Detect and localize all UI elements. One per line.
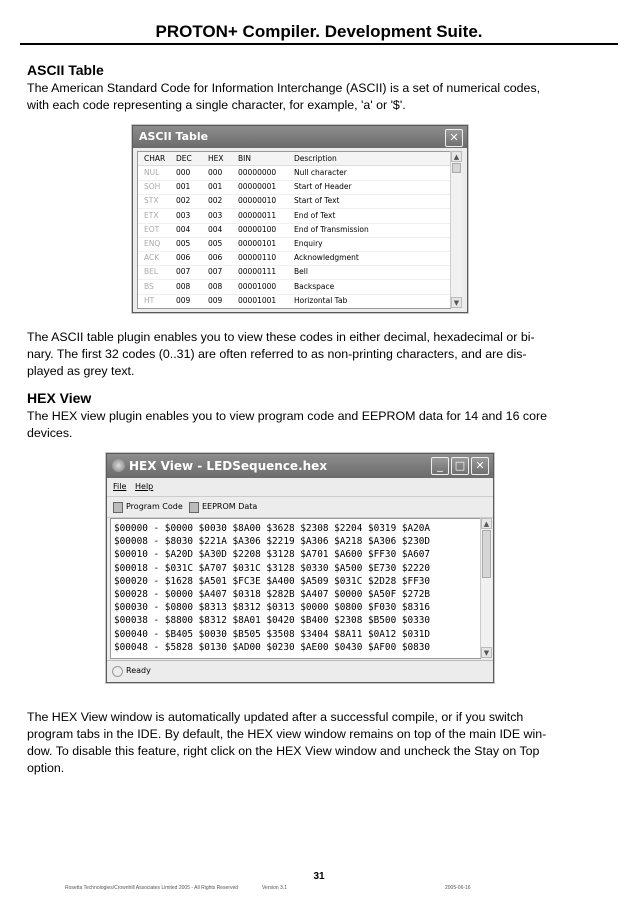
status-text: Ready — [126, 666, 151, 675]
ascii-cell-description: End of Text — [294, 210, 336, 220]
ascii-window-titlebar — [133, 126, 467, 148]
hex-line: $00000 - $0000 $0030 $8A00 $3628 $2308 $2204 $0319 $A20A — [114, 523, 431, 534]
ascii-cell-description: Enquiry — [294, 239, 323, 248]
ascii-cell-hex: 002 — [208, 196, 223, 206]
ascii-cell-char: STX — [144, 196, 159, 206]
ascii-cell-bin: 00001001 — [238, 295, 277, 305]
ascii-table-grid — [137, 151, 451, 309]
hex-vertical-scrollbar[interactable] — [480, 518, 492, 658]
ascii-cell-hex: 009 — [208, 295, 223, 305]
ascii-column-header — [138, 152, 450, 166]
ascii-cell-char: BS — [144, 281, 154, 291]
ascii-cell-bin: 00000010 — [238, 196, 277, 206]
ascii-window-title: ASCII Table — [139, 130, 209, 143]
hex-outro-line-4: option. — [27, 761, 65, 775]
column-header-bin[interactable]: BIN — [238, 154, 251, 163]
ascii-row[interactable] — [138, 194, 450, 209]
menu-file[interactable]: File — [113, 482, 127, 491]
hex-view-window — [106, 453, 494, 683]
minimize-icon[interactable]: _ — [431, 457, 449, 475]
hex-outro-line-2: program tabs in the IDE. By default, the HEX view window remains on top of the main IDE win- — [27, 727, 547, 741]
scroll-up-icon[interactable]: ▲ — [481, 518, 492, 529]
ascii-intro-line-1: The American Standard Code for Information Interchange (ASCII) is a set of numerical codes, — [27, 81, 541, 95]
hex-toolbar — [107, 496, 493, 518]
program-code-button[interactable]: Program Code — [126, 502, 183, 511]
ascii-cell-dec: 005 — [176, 239, 191, 248]
hex-line: $00030 - $0800 $8313 $8312 $0313 $0000 $0800 $F030 $8316 — [114, 602, 431, 614]
ascii-table-window — [132, 125, 468, 313]
hex-line: $00038 - $8800 $8312 $8A01 $0420 $B400 $2308 $B500 $0330 — [114, 615, 431, 627]
column-header-dec[interactable]: DEC — [176, 154, 192, 163]
ascii-cell-char: NUL — [144, 168, 160, 177]
ascii-cell-dec: 001 — [176, 182, 191, 192]
ascii-cell-hex: 000 — [208, 168, 223, 177]
section-heading-hex: HEX View — [27, 390, 92, 406]
column-header-description[interactable]: Description — [294, 154, 337, 163]
ascii-cell-bin: 00000100 — [238, 224, 277, 234]
footer-copyright: Rosetta Technologies/Crownhill Associates Limited 2005 - All Rights Reserved — [65, 885, 239, 891]
ascii-row[interactable] — [138, 251, 450, 266]
ascii-row[interactable] — [138, 223, 450, 238]
ascii-cell-char: ENQ — [144, 239, 161, 248]
ascii-cell-hex: 006 — [208, 253, 223, 263]
ascii-cell-char: BEL — [144, 267, 159, 277]
hex-line: $00010 - $A20D $A30D $2208 $3128 $A701 $A600 $FF30 $A607 — [114, 549, 431, 561]
ascii-cell-dec: 007 — [176, 267, 191, 277]
eeprom-data-button[interactable]: EEPROM Data — [202, 502, 258, 511]
hex-window-title: HEX View - LEDSequence.hex — [129, 459, 328, 473]
hex-line: $00040 - $B405 $0030 $B505 $3508 $3404 $8A11 $0A12 $031D — [114, 628, 431, 640]
close-icon[interactable]: ✕ — [445, 129, 463, 147]
ascii-cell-char: SOH — [144, 182, 161, 192]
hex-status-bar — [107, 660, 493, 681]
ascii-row[interactable] — [138, 265, 450, 280]
scroll-down-icon[interactable]: ▼ — [481, 647, 492, 658]
ascii-cell-dec: 002 — [176, 196, 191, 206]
ascii-cell-hex: 001 — [208, 182, 223, 192]
column-header-char[interactable]: CHAR — [144, 154, 166, 163]
ascii-row[interactable] — [138, 180, 450, 195]
ascii-cell-bin: 00000001 — [238, 182, 277, 192]
maximize-icon[interactable]: □ — [451, 457, 469, 475]
hex-dump-area[interactable] — [110, 518, 481, 659]
ascii-cell-bin: 00000011 — [238, 210, 277, 220]
ascii-cell-char: ETX — [144, 210, 159, 220]
ascii-cell-dec: 008 — [176, 281, 191, 291]
ascii-cell-bin: 00001000 — [238, 281, 277, 291]
ascii-row[interactable] — [138, 166, 450, 181]
ascii-cell-description: Horizontal Tab — [294, 295, 348, 305]
ascii-cell-char: EOT — [144, 224, 160, 234]
ascii-cell-description: End of Transmission — [294, 224, 369, 234]
ascii-cell-hex: 007 — [208, 267, 223, 277]
ascii-cell-description: Backspace — [294, 281, 335, 291]
menu-help[interactable]: Help — [135, 482, 154, 491]
ascii-cell-hex: 004 — [208, 224, 223, 234]
hex-menubar — [107, 478, 493, 495]
ascii-cell-dec: 004 — [176, 224, 191, 234]
hex-line: $00020 - $1628 $A501 $FC3E $A400 $A509 $031C $2D28 $FF30 — [114, 575, 431, 587]
scroll-thumb[interactable] — [452, 163, 461, 173]
ascii-cell-hex: 008 — [208, 281, 223, 291]
section-heading-ascii: ASCII Table — [27, 62, 104, 78]
ascii-cell-bin: 00000111 — [238, 267, 277, 277]
footer-date: 2005-06-16 — [445, 885, 471, 891]
ascii-cell-hex: 003 — [208, 210, 223, 220]
ascii-cell-dec: 006 — [176, 253, 191, 263]
ascii-row[interactable] — [138, 280, 450, 295]
ascii-cell-bin: 00000110 — [238, 253, 277, 263]
ascii-cell-dec: 009 — [176, 295, 191, 305]
ascii-cell-bin: 00000101 — [238, 239, 277, 248]
ascii-row[interactable] — [138, 237, 450, 252]
ascii-cell-bin: 00000000 — [238, 168, 277, 177]
hex-line: $00008 - $8030 $221A $A306 $2219 $A306 $A218 $A306 $230D — [114, 536, 431, 548]
ascii-cell-description: Bell — [294, 267, 308, 277]
ascii-cell-dec: 000 — [176, 168, 191, 177]
page-number: 31 — [313, 871, 325, 882]
column-header-hex[interactable]: HEX — [208, 154, 224, 163]
hex-intro-line-1: The HEX view plugin enables you to view program code and EEPROM data for 14 and 16 core — [27, 409, 548, 423]
hex-line: $00028 - $0000 $A407 $0318 $282B $A407 $0000 $A50F $272B — [114, 589, 431, 600]
ascii-cell-char: HT — [144, 295, 155, 305]
ascii-vertical-scrollbar[interactable] — [450, 151, 462, 308]
ascii-outro-line-3: played as grey text. — [27, 364, 135, 378]
hex-outro-line-1: The HEX View window is automatically updated after a successful compile, or if you switch — [27, 710, 524, 724]
hex-intro-line-2: devices. — [27, 426, 73, 440]
ascii-cell-description: Start of Header — [294, 182, 352, 192]
eeprom-icon — [189, 502, 199, 513]
ascii-cell-description: Acknowledgment — [294, 253, 359, 263]
status-icon — [112, 666, 123, 677]
ascii-row[interactable] — [138, 209, 450, 224]
close-icon[interactable]: ✕ — [471, 457, 489, 475]
footer-version: Version 3.1 — [262, 885, 288, 891]
hex-outro-line-3: dow. To disable this feature, right click on the HEX View window and uncheck the Stay on Top — [27, 744, 540, 758]
ascii-row[interactable] — [138, 294, 450, 309]
page-title: PROTON+ Compiler. Development Suite. — [155, 22, 483, 41]
document-icon — [113, 502, 123, 513]
ascii-cell-description: Start of Text — [294, 196, 340, 206]
ascii-outro-line-2: nary. The first 32 codes (0..31) are often referred to as non-printing characters, and are dis- — [27, 347, 527, 361]
ascii-cell-hex: 005 — [208, 239, 223, 248]
ascii-cell-description: Null character — [294, 168, 347, 177]
header-divider — [20, 43, 618, 45]
ascii-cell-dec: 003 — [176, 210, 191, 220]
scroll-thumb[interactable] — [482, 530, 491, 578]
hex-line: $00048 - $5828 $0130 $AD00 $0230 $AE00 $0430 $AF00 $0830 — [114, 641, 431, 653]
scroll-down-icon[interactable]: ▼ — [451, 297, 462, 308]
app-icon — [112, 459, 125, 472]
scroll-up-icon[interactable]: ▲ — [451, 151, 462, 162]
hex-line: $00018 - $031C $A707 $031C $3128 $0330 $A500 $E730 $2220 — [114, 562, 431, 574]
ascii-intro-line-2: with each code representing a single character, for example, 'a' or '$'. — [27, 98, 406, 112]
ascii-outro-line-1: The ASCII table plugin enables you to view these codes in either decimal, hexadecimal or bi- — [27, 330, 535, 344]
ascii-cell-char: ACK — [144, 253, 160, 263]
